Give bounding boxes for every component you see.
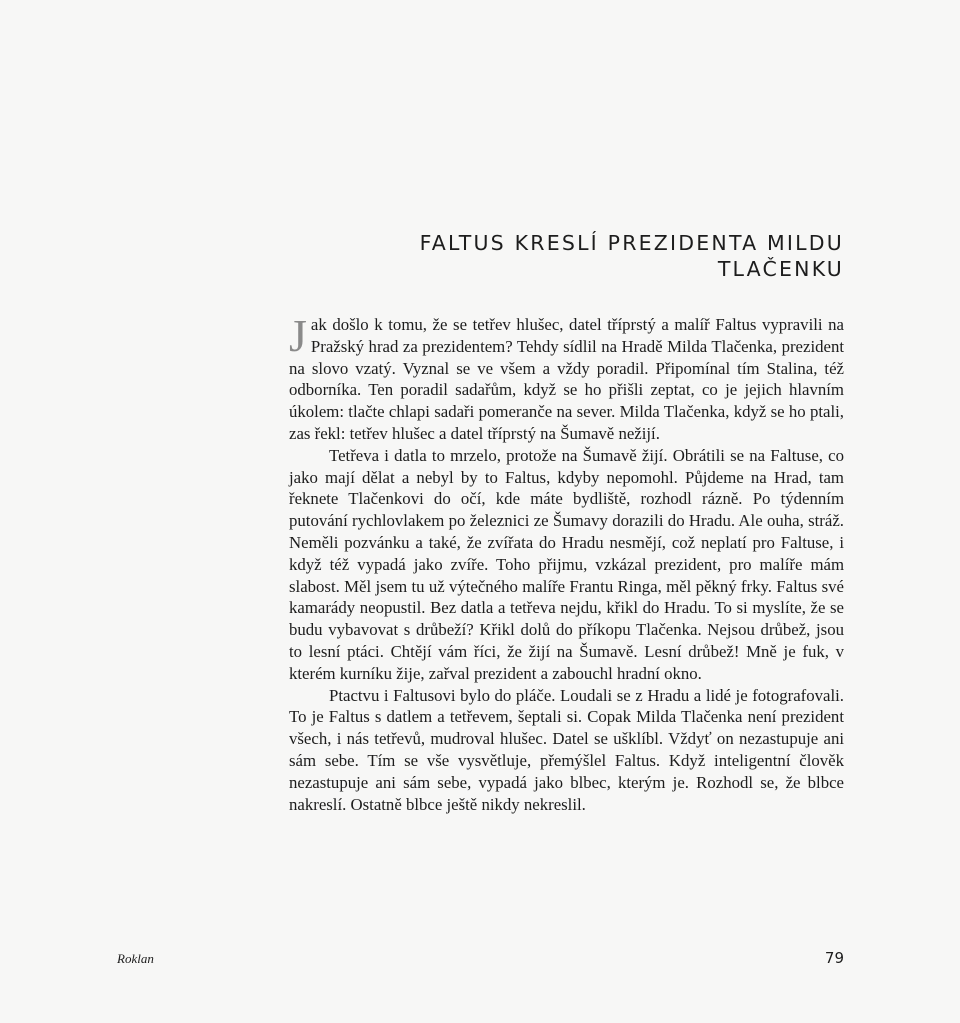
chapter-title xyxy=(284,230,844,282)
paragraph-2: Tetřeva i datla to mrzelo, protože na Šumavě žijí. Obrátili se na Faltuse, co jako mají dělat a nebyl by to Faltus, kdyby nepomohl. Půjdeme na Hrad, tam řeknete Tlačenkovi do očí, kde máte bydliště, rozhodl rázně. Po týdenním putování rychlovlakem po železnici ze Šumavy dorazili do Hradu. Ale ouha, stráž. Neměli pozvánku a také, že zvířata do Hradu nesmějí, což neplatí pro Faltuse, i když též vypadá jako zvíře. Toho přijmu, vzkázal prezident, pro malíře mám slabost. Měl jsem tu už výtečného malíře Frantu Ringa, měl pěkný frky. Faltus své kamarády neopustil. Bez datla a tetřeva nejdu, křikl do Hradu. To si myslíte, že se budu vybavovat s drůbeží? Křikl dolů do příkopu Tlačenka. Nejsou drůbež, jsou to lesní ptáci. Chtějí vám říci, že žijí na Šumavě. Lesní drůbež! Mně je fuk, v kterém kurníku žije, zařval prezident a zabouchl hradní okno. xyxy=(289,445,844,683)
chapter-body xyxy=(289,310,844,815)
drop-cap: J xyxy=(289,310,307,361)
running-footer-title: Roklan xyxy=(117,951,154,966)
chapter-title-line-1: FALTUS KRESLÍ PREZIDENTA MILDU xyxy=(419,231,844,255)
page-number: 79 xyxy=(824,949,844,967)
paragraph-3: Ptactvu i Faltusovi bylo do pláče. Loudali se z Hradu a lidé je fotografovali. To je Faltus s datlem a tetřevem, šeptali si. Copak Milda Tlačenka není prezident všech, i nás tetřevů, mudroval hlušec. Datel se ušklíbl. Vždyť on nezastupuje ani sám sebe. Tím se vše vysvětluje, přemýšlel Faltus. Když inteligentní člověk nezastupuje ani sám sebe, vypadá jako blbec, kterým je. Rozhodl se, že blbce nakreslí. Ostatně blbce ještě nikdy nekreslil. xyxy=(289,685,844,814)
paragraph-1 xyxy=(289,310,844,445)
paragraph-1-text: ak došlo k tomu, že se tetřev hlušec, datel tříprstý a malíř Faltus vypravili na Pražský hrad za prezidentem? Tehdy sídlil na Hradě Milda Tlačenka, prezident na slovo vzatý. Vyznal se ve všem a vždy poradil. Připomínal tím Stalina, též odborníka. Ten poradil sadařům, když se ho přišli zeptat, co je jejich hlavním úkolem: tlačte chlapi sadaři pomeranče na sever. Milda Tlačenka, když se ho ptali, zas řekl: tetřev hlušec a datel tříprstý na Šumavě nežijí. xyxy=(289,315,844,443)
chapter-title-line-2: TLAČENKU xyxy=(717,257,844,281)
